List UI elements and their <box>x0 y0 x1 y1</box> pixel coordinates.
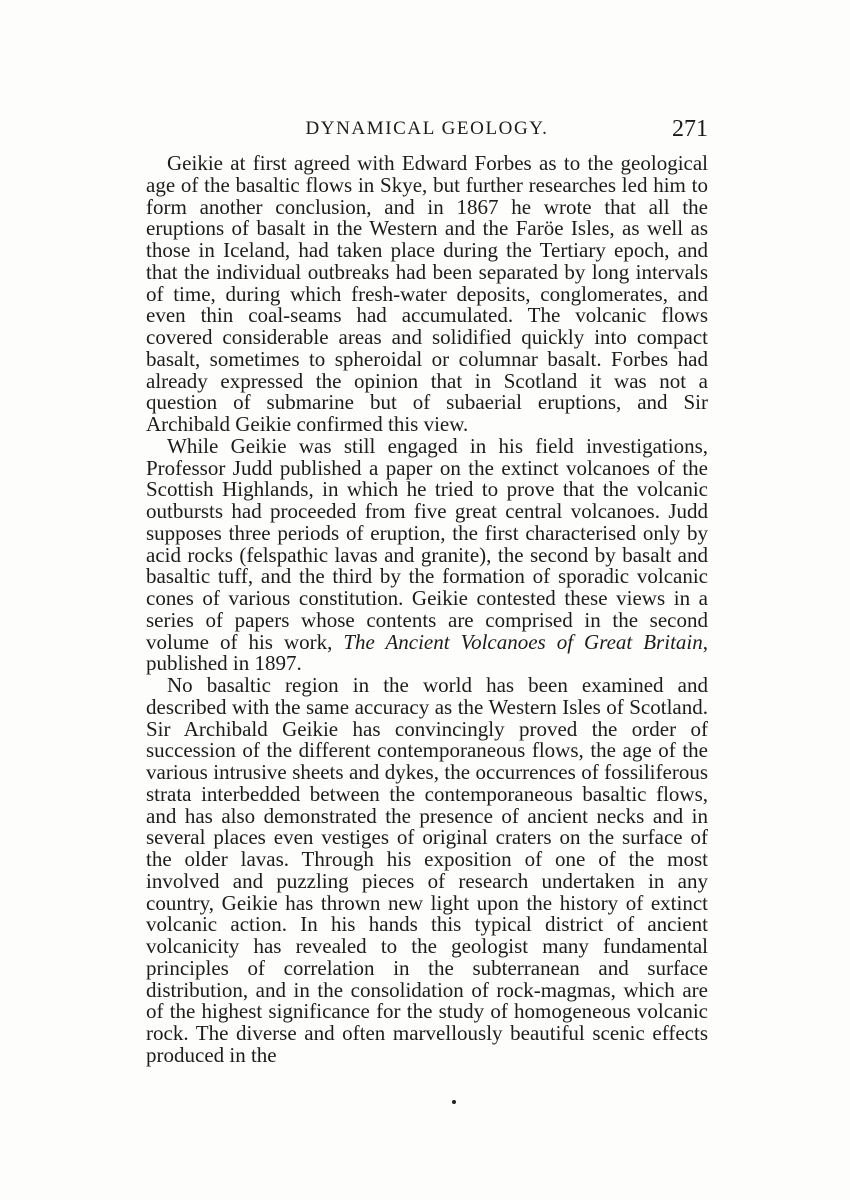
book-title: The Ancient Volcanoes of Great Britain <box>343 629 703 654</box>
paragraph-text: Geikie at first agreed with Edward Forbes as to the geological age of the basaltic flows in Skye, but further researches led him to form another conclusion, and in 1867 he wrote that all the eruptions of basalt in the Western and the Faröe Isles, as well as those in Iceland, had taken place during the Tertiary epoch, and that the individual outbreaks had been separated by long intervals of time, during which fresh-water deposits, conglomerates, and even thin coal-seams had accumulated. The volcanic flows covered considerable areas and solidified quickly into compact basalt, sometimes to spheroidal or columnar basalt. Forbes had already expressed the opinion that in Scotland it was not a question of submarine but of subaerial eruptions, and Sir Archibald Geikie confirmed this view. <box>146 151 708 436</box>
paragraph-1 <box>146 153 708 436</box>
body-text <box>146 153 708 1067</box>
paragraph-text: While Geikie was still engaged in his field investigations, Professor Judd published a paper on the extinct volcanoes of the Scottish Highlands, in which he tried to prove that the volcanic outbursts had proceeded from five great central volcanoes. Judd supposes three periods of eruption, the first characterised only by acid rocks (felspathic lavas and granite), the second by basalt and basaltic tuff, and the third by the formation of sporadic volcanic cones of various constitution. Geikie contested these views in a series of papers whose contents are comprised in the second volume of his work, <box>146 433 708 654</box>
paragraph-2 <box>146 433 708 676</box>
page-number: 271 <box>672 116 708 142</box>
page-header <box>146 116 708 148</box>
paragraph-text-tail: , published in 1897. <box>146 629 708 676</box>
paragraph-3 <box>146 675 708 1067</box>
running-title: DYNAMICAL GEOLOGY. <box>305 118 549 139</box>
paragraph-text: No basaltic region in the world has been examined and described with the same accuracy as the Western Isles of Scotland. Sir Archibald Geikie has convincingly proved the order of succession of the different contemporaneous flows, the age of the various intrusive sheets and dykes, the occurrences of fossiliferous strata interbedded between the contemporaneous basaltic flows, and has also demonstrated the presence of ancient necks and in several places even vestiges of original craters on the surface of the older lavas. Through his exposition of one of the most involved and puzzling pieces of research undertaken in any country, Geikie has thrown new light upon the history of extinct volcanic action. In his hands this typical district of ancient volcanicity has revealed to the geologist many fundamental principles of correlation in the subterranean and surface distribution, and in the consolidation of rock-magmas, which are of the highest significance for the study of homogeneous volcanic rock. The diverse and often marvellously beautiful scenic effects produced in the <box>146 673 708 1067</box>
signature-mark <box>452 1100 456 1104</box>
